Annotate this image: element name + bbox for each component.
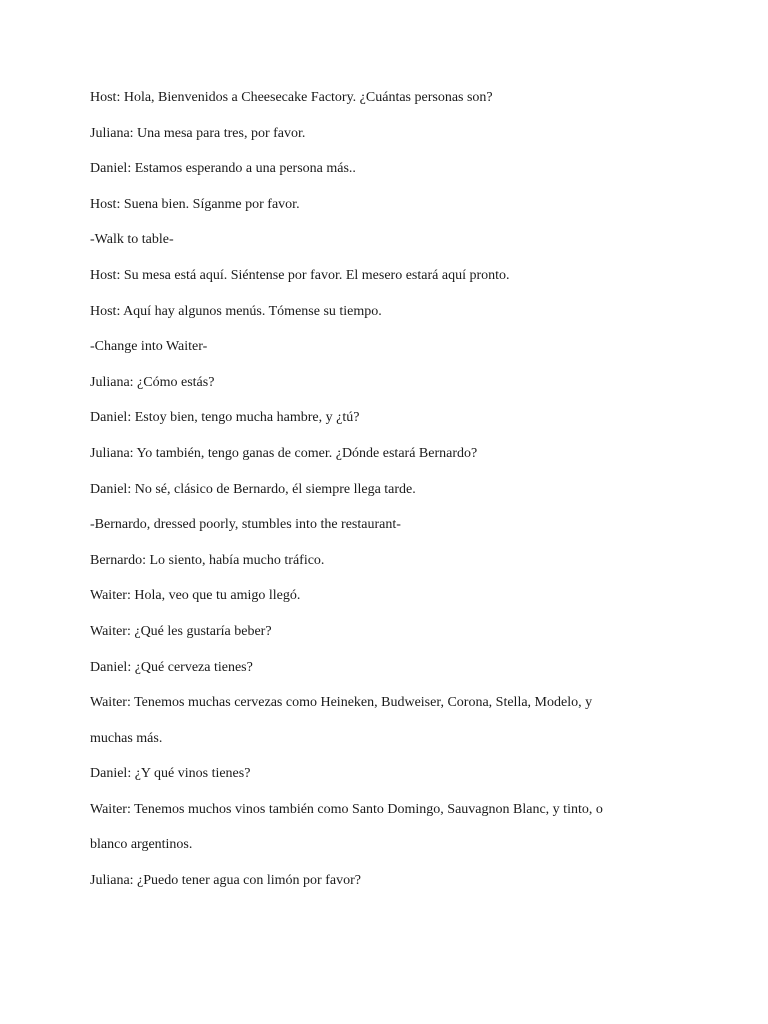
dialogue-line: Host: Suena bien. Síganme por favor.: [90, 196, 300, 212]
dialogue-line: Host: Hola, Bienvenidos a Cheesecake Factory. ¿Cuántas personas son?: [90, 90, 493, 105]
dialogue-line: Host: Su mesa está aquí. Siéntense por favor. El mesero estará aquí pronto.: [90, 267, 510, 283]
dialogue-line: Waiter: Tenemos muchos vinos también como Santo Domingo, Sauvagnon Blanc, y tinto, o: [90, 801, 603, 817]
dialogue-script: [90, 89, 670, 908]
dialogue-line: Juliana: Yo también, tengo ganas de comer. ¿Dónde estará Bernardo?: [90, 445, 478, 461]
stage-direction: -Bernardo, dressed poorly, stumbles into the restaurant-: [90, 517, 401, 533]
dialogue-line: Daniel: Estamos esperando a una persona más..: [90, 161, 356, 177]
dialogue-line: Daniel: Estoy bien, tengo mucha hambre, y ¿tú?: [90, 410, 360, 426]
dialogue-line: Host: Aquí hay algunos menús. Tómense su tiempo.: [90, 303, 382, 319]
dialogue-line: Waiter: Hola, veo que tu amigo llegó.: [90, 588, 301, 604]
stage-direction: -Change into Waiter-: [90, 339, 208, 355]
dialogue-line: Daniel: ¿Qué cerveza tienes?: [90, 659, 253, 675]
dialogue-line: Waiter: Tenemos muchas cervezas como Heineken, Budweiser, Corona, Stella, Modelo, y: [90, 695, 593, 711]
dialogue-line: Waiter: ¿Qué les gustaría beber?: [90, 623, 272, 639]
dialogue-line: Juliana: ¿Puedo tener agua con limón por favor?: [90, 873, 361, 889]
stage-direction: -Walk to table-: [90, 232, 174, 248]
dialogue-line: Daniel: No sé, clásico de Bernardo, él siempre llega tarde.: [90, 481, 416, 497]
dialogue-line: Daniel: ¿Y qué vinos tienes?: [90, 766, 251, 782]
dialogue-line-continuation: blanco argentinos.: [90, 837, 193, 853]
dialogue-line: Bernardo: Lo siento, había mucho tráfico.: [90, 552, 325, 568]
dialogue-line-continuation: muchas más.: [90, 730, 163, 746]
dialogue-line: Juliana: Una mesa para tres, por favor.: [90, 125, 306, 141]
dialogue-line: Juliana: ¿Cómo estás?: [90, 374, 215, 390]
